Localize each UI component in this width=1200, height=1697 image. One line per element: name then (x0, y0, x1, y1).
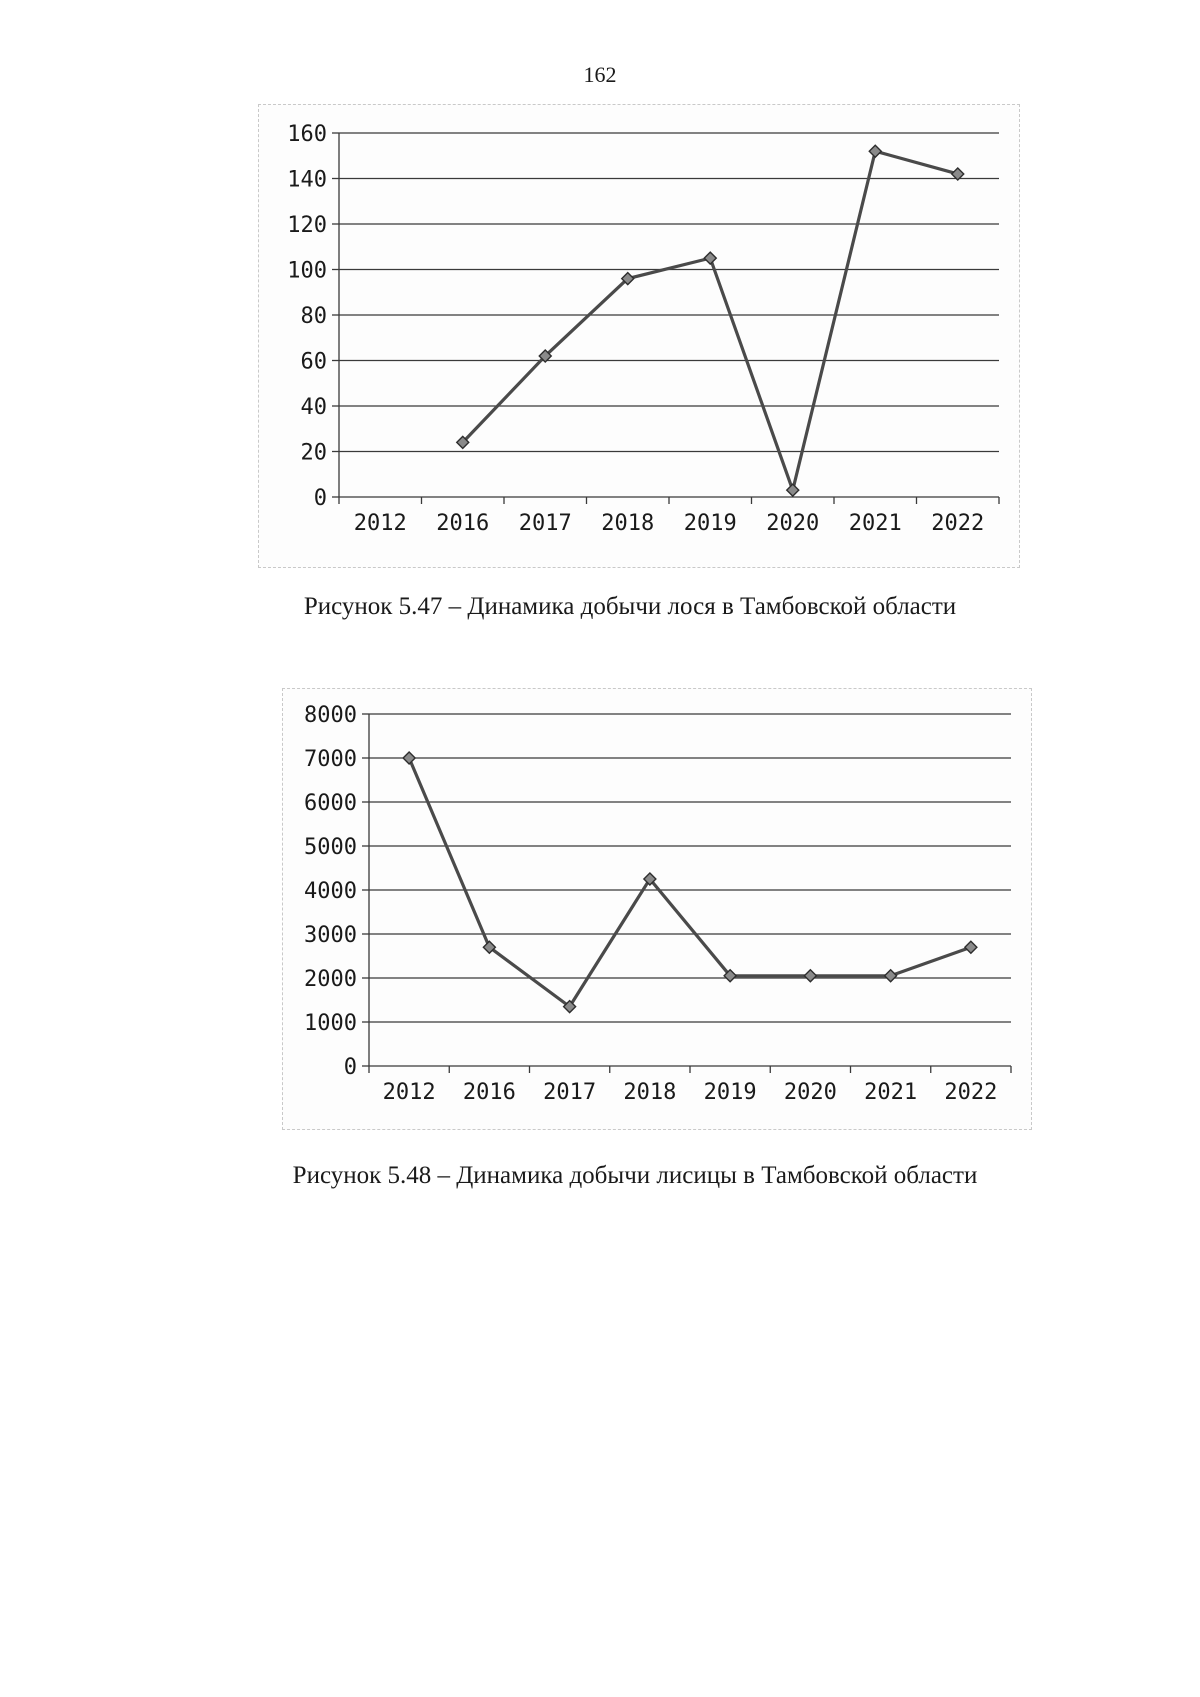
y-tick-label: 4000 (304, 879, 357, 904)
series-line (409, 758, 971, 1007)
y-tick-label: 3000 (304, 923, 357, 948)
y-tick-label: 5000 (304, 835, 357, 860)
y-tick-label: 100 (287, 258, 327, 284)
x-tick-label: 2017 (518, 511, 572, 536)
y-tick-label: 120 (287, 213, 327, 238)
x-tick-label: 2022 (944, 1080, 998, 1105)
y-tick-label: 1000 (304, 1011, 357, 1036)
data-point-marker (704, 252, 716, 264)
data-point-marker (885, 970, 897, 982)
x-tick-label: 2021 (848, 511, 902, 536)
y-tick-label: 60 (300, 349, 327, 375)
data-point-marker (869, 145, 881, 157)
x-tick-label: 2016 (436, 511, 490, 536)
fox-harvest-chart-svg (283, 689, 1031, 1129)
y-tick-label: 2000 (304, 967, 357, 992)
x-tick-label: 2019 (703, 1080, 757, 1105)
y-tick-label: 40 (300, 395, 327, 420)
figure-caption-5-47: Рисунок 5.47 – Динамика добычи лося в Тамбовской области (303, 593, 957, 620)
x-tick-label: 2016 (462, 1080, 516, 1105)
y-tick-label: 8000 (304, 703, 357, 728)
data-point-marker (804, 970, 816, 982)
data-point-marker (787, 484, 799, 496)
y-tick-label: 20 (300, 440, 327, 466)
series-line (463, 151, 958, 490)
y-tick-label: 0 (313, 486, 327, 511)
x-tick-label: 2018 (601, 511, 655, 536)
x-tick-label: 2019 (683, 511, 737, 536)
x-tick-label: 2020 (766, 511, 820, 536)
x-tick-label: 2021 (864, 1080, 918, 1105)
x-tick-label: 2012 (353, 511, 407, 536)
x-tick-label: 2017 (543, 1080, 597, 1105)
page-number: 162 (583, 62, 617, 87)
data-point-marker (965, 941, 977, 953)
y-tick-label: 7000 (304, 747, 357, 772)
x-tick-label: 2022 (931, 511, 985, 536)
y-tick-label: 0 (343, 1055, 357, 1080)
x-tick-label: 2018 (623, 1080, 677, 1105)
fox-harvest-chart (282, 688, 1032, 1130)
moose-harvest-chart-svg (259, 105, 1019, 567)
y-tick-label: 140 (287, 167, 327, 193)
figure-caption-5-48: Рисунок 5.48 – Динамика добычи лисицы в Тамбовской области (292, 1162, 978, 1189)
y-tick-label: 80 (300, 304, 327, 329)
data-point-marker (403, 752, 415, 764)
y-tick-label: 160 (287, 122, 327, 147)
x-tick-label: 2020 (783, 1080, 837, 1105)
moose-harvest-chart (258, 104, 1020, 568)
x-tick-label: 2012 (382, 1080, 436, 1105)
y-tick-label: 6000 (304, 791, 357, 816)
